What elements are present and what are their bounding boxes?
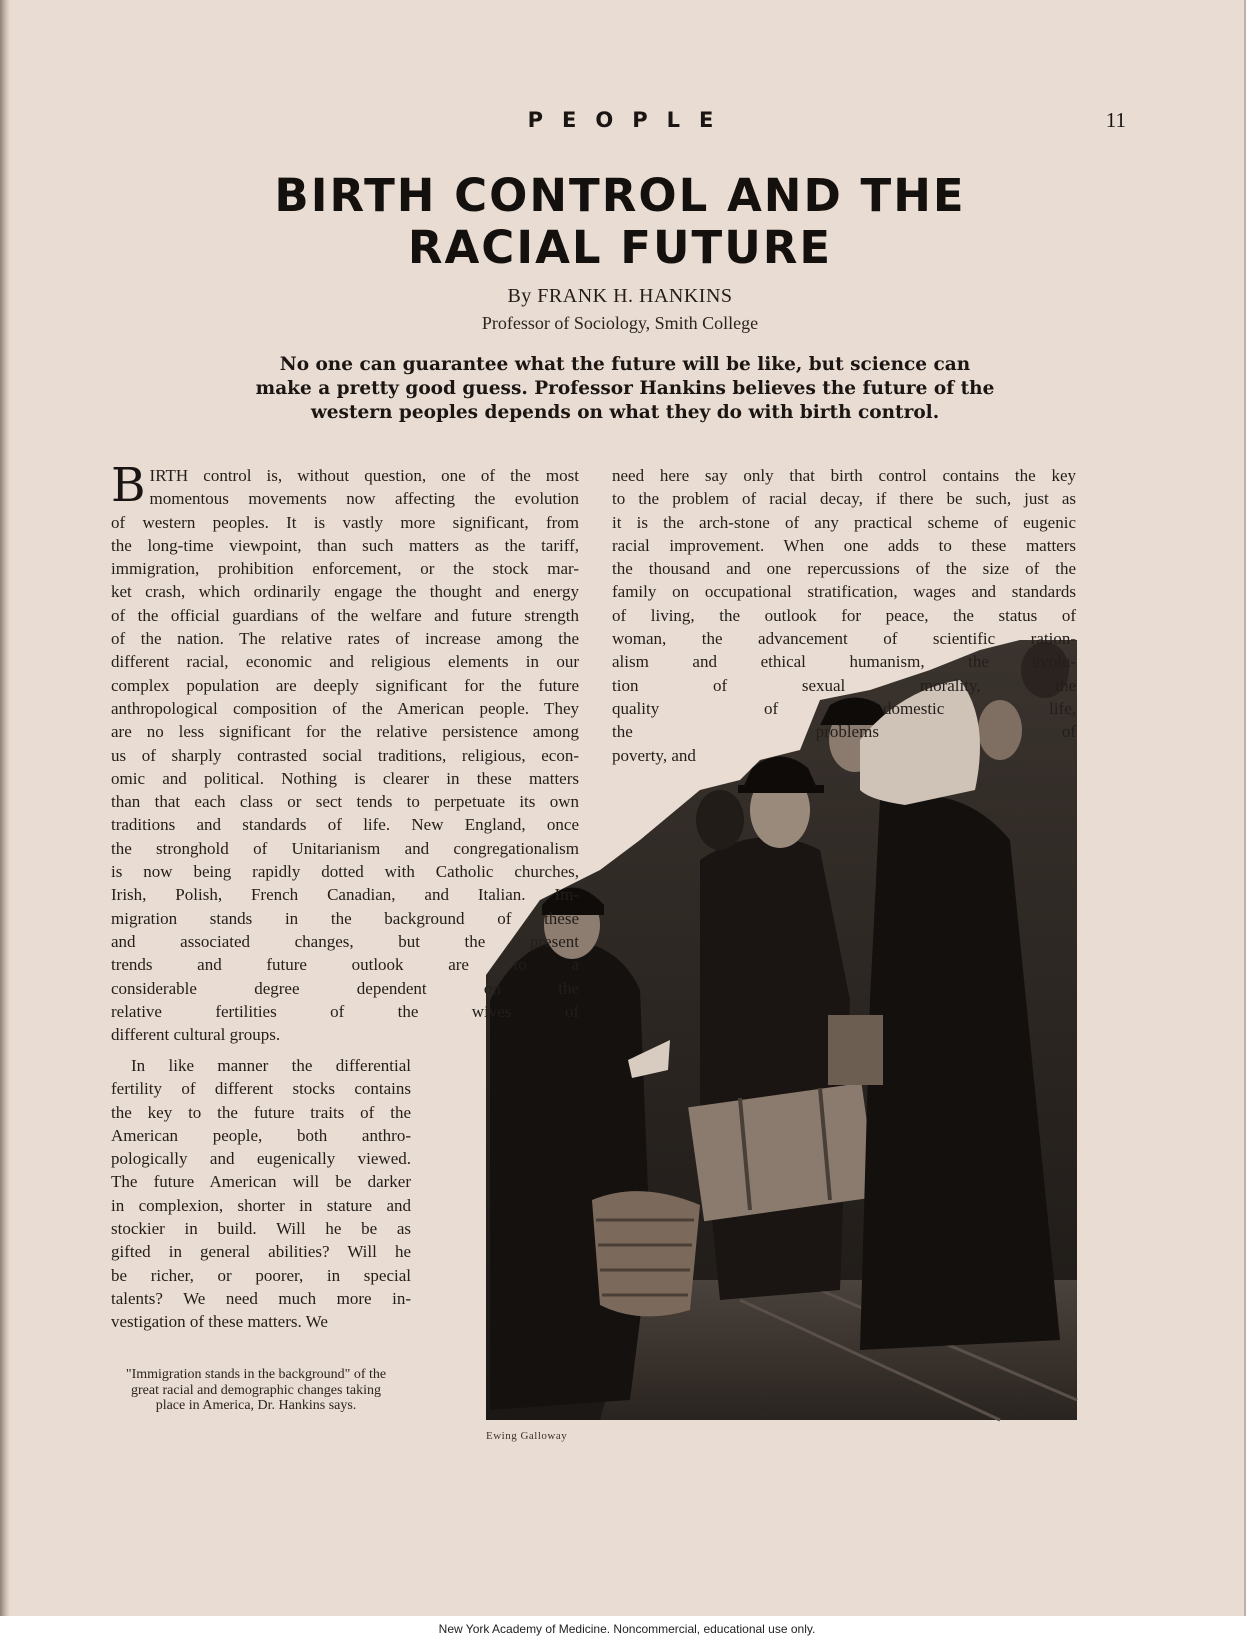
column-left-lower	[111, 1054, 411, 1334]
text-line: of the nation. The relative rates of increase among the	[111, 629, 579, 649]
text-line: complex population are deeply significant for the future	[111, 675, 579, 695]
text-line: need here say only that birth control contains the key	[612, 466, 1076, 485]
text-line: The future American will be darker	[111, 1172, 411, 1192]
text-line: in complexion, shorter in stature and	[111, 1195, 411, 1215]
text-line: is now being rapidly dotted with Catholic churches,	[111, 862, 579, 882]
text-line: it is the arch-stone of any practical scheme of eugenic	[612, 512, 1076, 532]
text-line: vestigation of these matters. We	[111, 1312, 328, 1332]
text-line: racial improvement. When one adds to these matters	[612, 535, 1076, 555]
text-line: than that each class or sect tends to perpetuate its own	[111, 792, 579, 812]
text-line: to the problem of racial decay, if there be such, just as	[612, 489, 1076, 509]
text-line: different racial, economic and religious elements in our	[111, 652, 579, 672]
text-line: us of sharply contrasted social traditions, religious, econ-	[111, 745, 579, 765]
text-line: the stronghold of Unitarianism and congregationalism	[111, 838, 579, 858]
byline: By FRANK H. HANKINS	[507, 285, 733, 307]
text-line: gifted in general abilities? Will he	[111, 1242, 411, 1262]
title-line-2: RACIAL FUTURE	[407, 221, 833, 274]
author-affiliation: Professor of Sociology, Smith College	[481, 313, 759, 333]
photo-caption: "Immigration stands in the background" of the great racial and demographic changes taking place in America, Dr. Hankins says.	[125, 1367, 387, 1413]
text-line: trends and future outlook are to a	[111, 955, 579, 975]
text-line: stockier in build. Will he be as	[111, 1219, 411, 1239]
text-line: alism and ethical humanism, the evolu-	[612, 652, 1076, 672]
text-line: tion of sexual morality, the	[612, 675, 1076, 695]
text-line: of living, the outlook for peace, the status of	[612, 605, 1076, 625]
paragraph-1	[111, 458, 579, 1046]
page-number: 11	[1105, 108, 1126, 132]
text-line: considerable degree dependent on the	[111, 978, 579, 998]
text-line: fertility of different stocks contains	[111, 1079, 411, 1099]
text-line: ket crash, which ordinarily engage the thought and energy	[111, 582, 579, 602]
text-line: poverty, and	[612, 745, 696, 765]
text-line: Irish, Polish, French Canadian, and Italian. Im-	[111, 885, 579, 905]
drop-cap: B	[111, 458, 146, 513]
text-line: IRTH control is, without question, one of the most	[149, 466, 579, 485]
text-line: are no less significant for the relative persistence among	[111, 722, 579, 742]
archive-attribution: New York Academy of Medicine. Noncommercial, educational use only.	[438, 1622, 816, 1636]
paragraph-right	[612, 464, 1076, 767]
text-line: of western peoples. It is vastly more significant, from	[111, 512, 579, 532]
photo-credit: Ewing Galloway	[486, 1430, 568, 1442]
column-left-upper	[111, 458, 579, 1046]
text-line: the long-time viewpoint, than such matters as the tariff,	[111, 535, 579, 555]
paragraph-2	[111, 1054, 411, 1334]
text-line: talents? We need much more in-	[111, 1288, 411, 1308]
article-dek: No one can guarantee what the future will be like, but science can make a pretty good guess. Professor Hankins believes the future of the western peoples depends on what they do with birth control.	[255, 354, 995, 423]
text-line: American people, both anthro-	[111, 1125, 411, 1145]
text-line: the thousand and one repercussions of the size of the	[612, 559, 1076, 579]
text-line: immigration, prohibition enforcement, or the stock mar-	[111, 559, 579, 579]
column-right	[612, 464, 1076, 767]
text-line: woman, the advancement of scientific ration-	[612, 629, 1076, 649]
title-line-1: BIRTH CONTROL AND THE	[274, 169, 966, 222]
text-line: different cultural groups.	[111, 1025, 281, 1045]
text-line: traditions and standards of life. New England, once	[111, 815, 579, 835]
text-line: momentous movements now affecting the evolution	[149, 489, 579, 509]
text-line: the problems of	[612, 722, 1076, 742]
text-line: quality of domestic life,	[612, 698, 1076, 718]
text-line: migration stands in the background of these	[111, 908, 579, 928]
text-line: pologically and eugenically viewed.	[111, 1149, 411, 1169]
text-line: In like manner the differential	[131, 1056, 411, 1075]
text-line: omic and political. Nothing is clearer in these matters	[111, 768, 579, 788]
text-line: anthropological composition of the American people. They	[111, 698, 579, 718]
text-line: be richer, or poorer, in special	[111, 1265, 411, 1285]
text-line: of the official guardians of the welfare and future strength	[111, 605, 579, 625]
text-line: relative fertilities of the wives of	[111, 1001, 579, 1021]
text-line: the key to the future traits of the	[111, 1102, 411, 1122]
text-line: and associated changes, but the present	[111, 931, 579, 951]
running-head: PEOPLE	[527, 108, 733, 132]
text-line: family on occupational stratification, wages and standards	[612, 582, 1076, 602]
